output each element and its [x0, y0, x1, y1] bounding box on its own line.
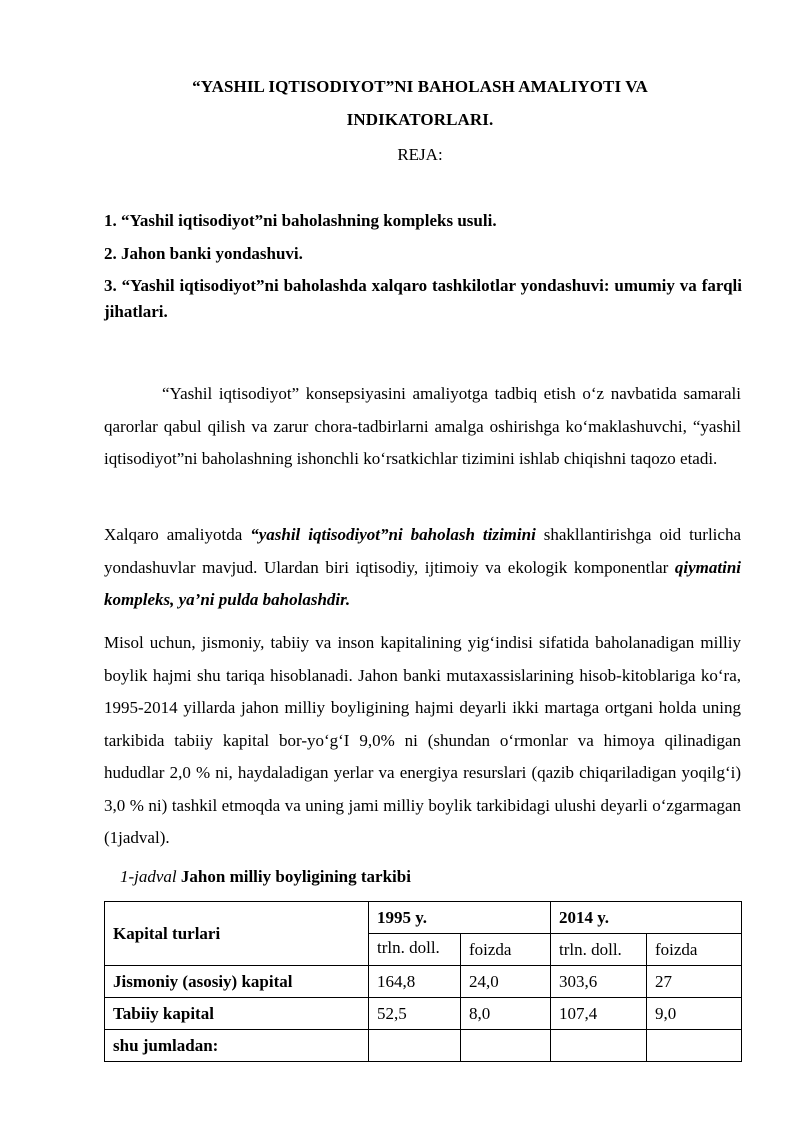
table-header-row-1	[105, 902, 742, 934]
paragraph-1: “Yashil iqtisodiyot” konsepsiyasini amaliyotga tadbiq etish o‘z navbatida samarali qarorlar qabul qilish va zarur chora-tadbirlarni amalga oshirishga ko‘maklashuvchi, “yashil iqtisodiyot”ni baholashning ishonchli ko‘rsatkichlar tizimini ishlab chiqishni taqozo etadi.	[104, 384, 741, 468]
paragraph-2-emphasis-2: qiymatini kompleks, ya’ni pulda baholashdir.	[104, 557, 741, 609]
paragraph-2-text-c: shakllantirishga oid turlicha yondashuvlar mavjud. Ulardan biri iqtisodiy, ijtimoiy va ekologik komponentlar	[104, 525, 741, 577]
table-row	[105, 966, 742, 998]
cell-value: 8,0	[461, 998, 551, 1030]
cell-value: 27	[647, 966, 742, 998]
cell-value: 52,5	[369, 998, 461, 1030]
cell-value: 107,4	[551, 998, 647, 1030]
cell-value: 9,0	[647, 998, 742, 1030]
paragraph-2	[104, 519, 741, 617]
row-label: Tabiiy kapital	[105, 998, 369, 1030]
paragraph-2-text-a: Xalqaro amaliyotda	[104, 525, 251, 544]
table-caption	[120, 867, 411, 887]
paragraph-3: Misol uchun, jismoniy, tabiiy va inson kapitalining yig‘indisi sifatida baholanadigan milliy boylik hajmi shu tariqa hisoblanadi. Jahon banki mutaxassislarining hisob-kitoblariga ko‘ra, 1995-2014 yillarda jahon milliy boyligining hajmi deyarli ikki martaga ortgani holda uning tarkibida tabiiy kapital bor-yo‘g‘I 9,0% ni (shundan o‘rmonlar va himoya qilinadigan hududlar 2,0 % ni, haydaladigan yerlar va energiya resurslari (qazib chiqariladigan yoqilg‘i) 3,0 % ni) tashkil etmoqda va uning jami milliy boylik tarkibidagi ulushi deyarli o‘zgarmagan (1jadval).	[104, 633, 741, 847]
header-year-1995: 1995 y.	[369, 902, 551, 934]
table-caption-label: 1-jadval	[120, 867, 177, 886]
paragraph-2-emphasis-1: “yashil iqtisodiyot”ni baholash tizimini	[250, 525, 536, 544]
header-capital-types: Kapital turlari	[105, 902, 369, 966]
plan-item-2: 2. Jahon banki yondashuvi.	[104, 244, 303, 263]
cell-value: 24,0	[461, 966, 551, 998]
capital-table	[104, 901, 742, 1062]
cell-value	[551, 1030, 647, 1062]
cell-value	[369, 1030, 461, 1062]
header-year-2014: 2014 y.	[551, 902, 742, 934]
plan-item-1: 1. “Yashil iqtisodiyot”ni baholashning kompleks usuli.	[104, 211, 497, 230]
header-pct-1995: foizda	[461, 934, 551, 966]
plan-item-3	[104, 273, 742, 325]
table-row	[105, 998, 742, 1030]
plan-heading: REJA:	[397, 145, 443, 164]
header-unit-2014: trln. doll.	[551, 934, 647, 966]
cell-value: 303,6	[551, 966, 647, 998]
header-pct-2014: foizda	[647, 934, 742, 966]
table-caption-title: Jahon milliy boyligining tarkibi	[180, 867, 411, 886]
plan-item-3-text: 3. “Yashil iqtisodiyot”ni baholashda xalqaro tashkilotlar yondashuvi: umumiy va farqli jihatlari.	[104, 276, 742, 321]
cell-value	[647, 1030, 742, 1062]
header-unit-1995: trln. doll.	[369, 934, 461, 966]
document-title-line1: “YASHIL IQTISODIYOT”NI BAHOLASH AMALIYOTI VA	[192, 77, 648, 96]
table-row	[105, 1030, 742, 1062]
row-label: shu jumladan:	[105, 1030, 369, 1062]
cell-value	[461, 1030, 551, 1062]
cell-value: 164,8	[369, 966, 461, 998]
document-title-line2: INDIKATORLARI.	[346, 110, 494, 129]
row-label: Jismoniy (asosiy) kapital	[105, 966, 369, 998]
